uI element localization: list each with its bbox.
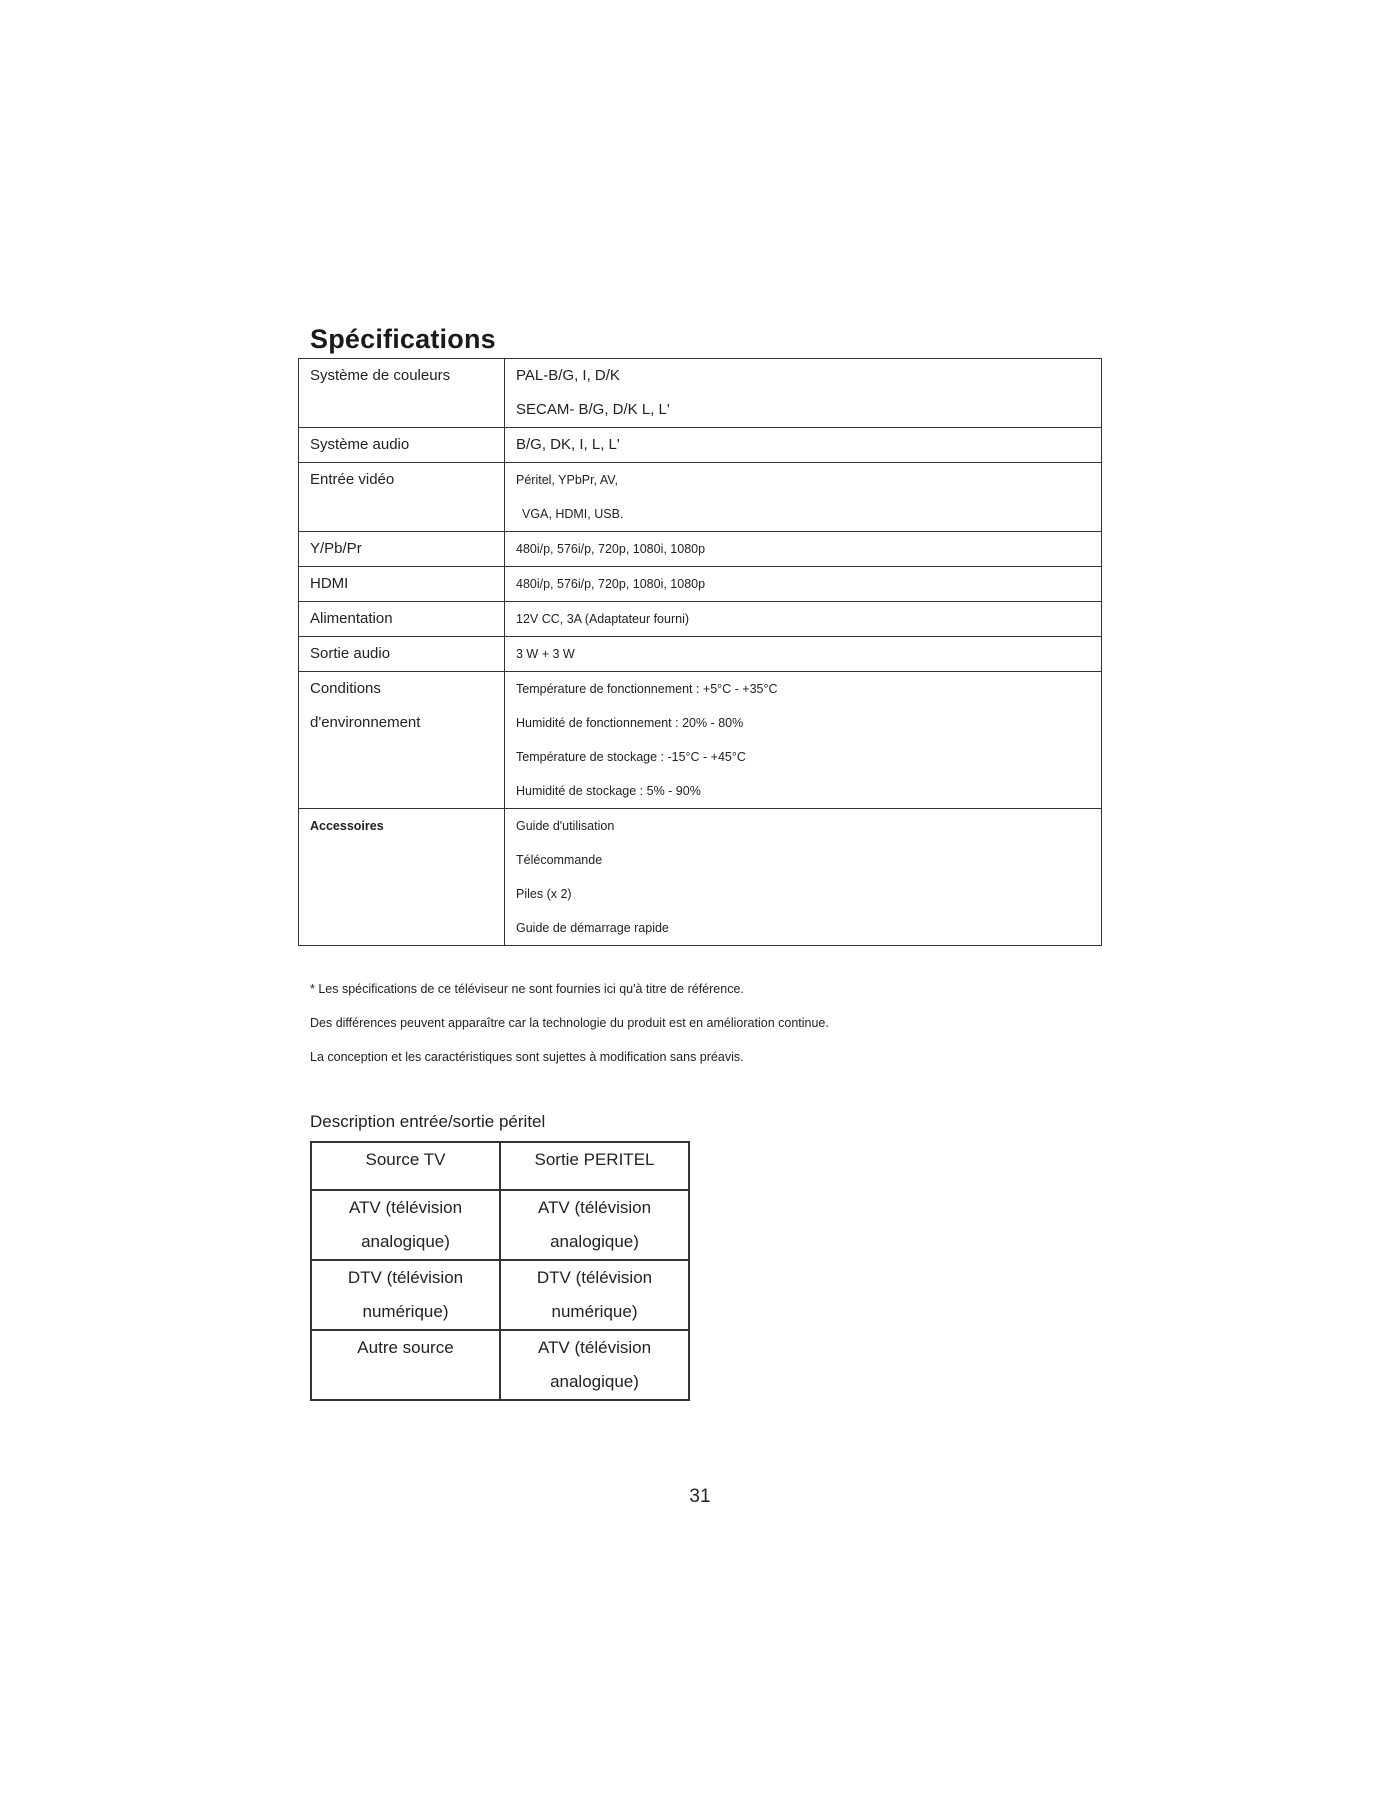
scart-cell: DTV (télévision numérique) xyxy=(500,1260,689,1330)
scart-section-title: Description entrée/sortie péritel xyxy=(310,1112,546,1131)
spec-label: Accessoires xyxy=(299,809,505,946)
spec-row-video-input xyxy=(299,463,1102,532)
spec-label: Système audio xyxy=(299,428,505,463)
spec-value: 480i/p, 576i/p, 720p, 1080i, 1080p xyxy=(505,532,1102,567)
spec-value: 12V CC, 3A (Adaptateur fourni) xyxy=(505,602,1102,637)
spec-value: Guide d'utilisation Télécommande Piles (x 2) Guide de démarrage rapide xyxy=(505,809,1102,946)
scart-row xyxy=(311,1260,689,1330)
spec-label: Sortie audio xyxy=(299,637,505,672)
spec-label: Entrée vidéo xyxy=(299,463,505,532)
scart-header-cell: Sortie PERITEL xyxy=(500,1142,689,1190)
disclaimer-notes xyxy=(310,972,829,1074)
note-line: * Les spécifications de ce téléviseur ne sont fournies ici qu'à titre de référence. xyxy=(310,982,744,996)
spec-label: Conditions d'environnement xyxy=(299,672,505,809)
spec-label: HDMI xyxy=(299,567,505,602)
spec-row-accessories xyxy=(299,809,1102,946)
page-title: Spécifications xyxy=(310,324,496,354)
scart-cell: ATV (télévision analogique) xyxy=(500,1330,689,1400)
spec-value: 3 W + 3 W xyxy=(505,637,1102,672)
scart-cell: Autre source xyxy=(311,1330,500,1400)
spec-value: B/G, DK, I, L, L' xyxy=(505,428,1102,463)
spec-value: Péritel, YPbPr, AV, VGA, HDMI, USB. xyxy=(505,463,1102,532)
spec-label: Y/Pb/Pr xyxy=(299,532,505,567)
spec-row-ypbpr xyxy=(299,532,1102,567)
spec-row-power xyxy=(299,602,1102,637)
spec-row-audio-system xyxy=(299,428,1102,463)
scart-cell: ATV (télévision analogique) xyxy=(500,1190,689,1260)
note-line: La conception et les caractéristiques sont sujettes à modification sans préavis. xyxy=(310,1050,744,1064)
scart-cell: DTV (télévision numérique) xyxy=(311,1260,500,1330)
scart-header-row xyxy=(311,1142,689,1190)
scart-table xyxy=(310,1141,690,1401)
note-line: Des différences peuvent apparaître car la technologie du produit est en amélioration continue. xyxy=(310,1016,829,1030)
scart-row xyxy=(311,1190,689,1260)
spec-label: Système de couleurs xyxy=(299,359,505,428)
spec-row-color-system xyxy=(299,359,1102,428)
spec-row-audio-output xyxy=(299,637,1102,672)
scart-cell: ATV (télévision analogique) xyxy=(311,1190,500,1260)
spec-row-hdmi xyxy=(299,567,1102,602)
scart-header-cell: Source TV xyxy=(311,1142,500,1190)
spec-value: PAL-B/G, I, D/K SECAM- B/G, D/K L, L' xyxy=(505,359,1102,428)
scart-row xyxy=(311,1330,689,1400)
spec-label: Alimentation xyxy=(299,602,505,637)
spec-row-environment xyxy=(299,672,1102,809)
spec-value: 480i/p, 576i/p, 720p, 1080i, 1080p xyxy=(505,567,1102,602)
specifications-table xyxy=(298,358,1102,946)
page-number: 31 xyxy=(689,1486,711,1507)
spec-value: Température de fonctionnement : +5°C - +35°C Humidité de fonctionnement : 20% - 80% Température de stockage : -15°C - +45°C Humidité de stockage : 5% - 90% xyxy=(505,672,1102,809)
